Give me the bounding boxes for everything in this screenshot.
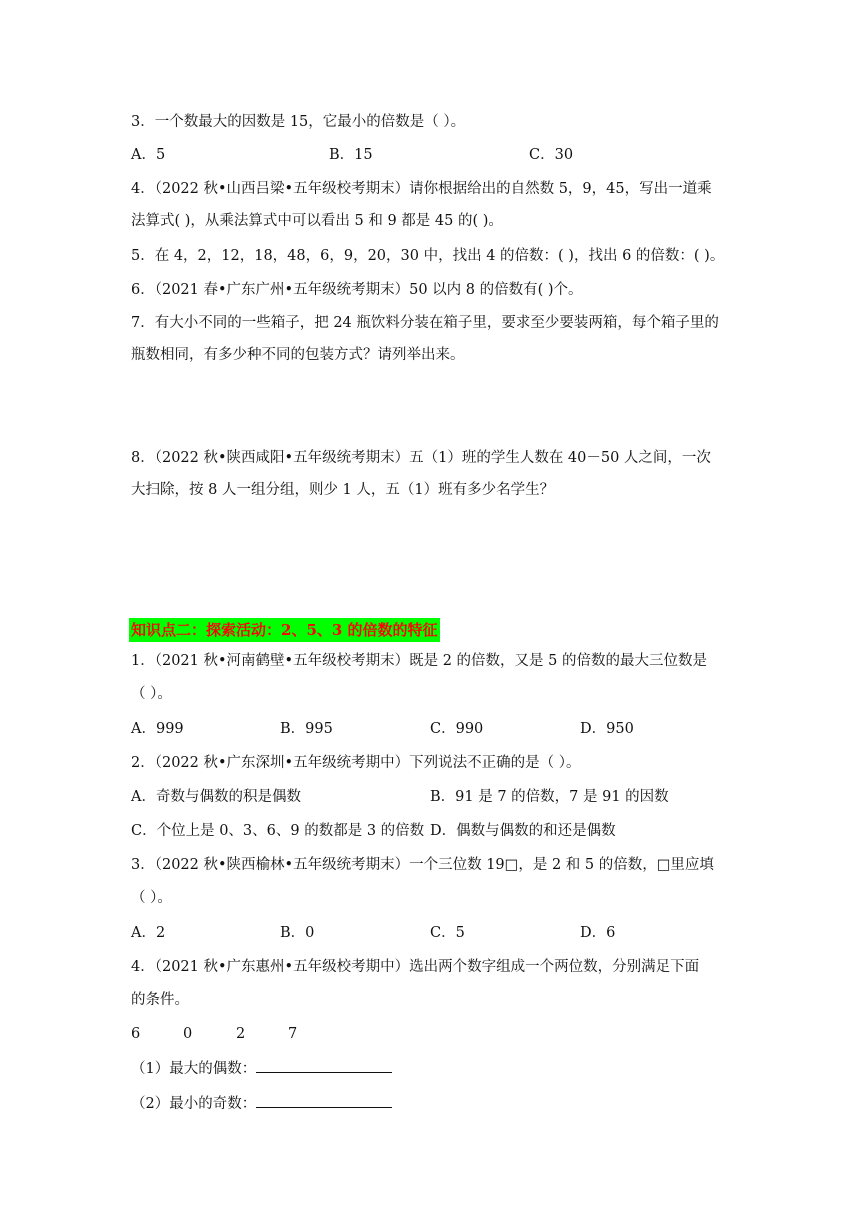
s2-question-3-option-c: C．5: [430, 925, 465, 941]
s2-question-3-option-b: B．0: [280, 925, 315, 941]
s2-question-3-option-d: D．6: [580, 925, 616, 941]
s2-question-1-line-1: 1．（2021 秋•河南鹤壁•五年级校考期末）既是 2 的倍数，又是 5 的倍数的最大三位数是: [131, 653, 707, 669]
s2-question-4-line-1: 4．（2021 秋•广东惠州•五年级校考期中）选出两个数字组成一个两位数，分别满足下面: [131, 959, 700, 975]
s2-question-2-option-a: A．奇数与偶数的积是偶数: [131, 789, 301, 805]
question-4-line-2: 法算式( )，从乘法算式中可以看出 5 和 9 都是 45 的( )。: [131, 213, 503, 229]
digit-3: 2: [236, 1026, 246, 1042]
digit-2: 0: [183, 1026, 193, 1042]
s2-question-1-option-d: D．950: [580, 721, 634, 737]
question-7-line-2: 瓶数相同，有多少种不同的包装方式？请列举出来。: [131, 347, 465, 363]
s2-question-1-option-b: B．995: [280, 721, 333, 737]
s2-question-4-sub-1: [131, 1058, 392, 1079]
s2-question-1-option-a: A．999: [131, 721, 184, 737]
digit-1: 6: [131, 1026, 141, 1042]
question-5: 5．在 4，2，12，18，48，6，9，20，30 中，找出 4 的倍数：( )，找出 6 的倍数：( )。: [131, 248, 725, 264]
question-3-stem: 3．一个数最大的因数是 15，它最小的倍数是（ ）。: [131, 114, 466, 130]
question-7-line-1: 7．有大小不同的一些箱子，把 24 瓶饮料分装在箱子里，要求至少要装两箱，每个箱子里的: [131, 315, 719, 331]
section-heading: 知识点二：探索活动：2、5、3 的倍数的特征: [129, 618, 440, 642]
s2-question-3-line-1: 3．（2022 秋•陕西榆林•五年级统考期末）一个三位数 19□，是 2 和 5 的倍数，□里应填: [131, 857, 714, 873]
question-8-line-1: 8．（2022 秋•陕西咸阳•五年级统考期末）五（1）班的学生人数在 40－50 人之间，一次: [131, 450, 711, 466]
s2-question-1-line-2: （ ）。: [131, 686, 172, 702]
s2-question-4-line-2: 的条件。: [131, 992, 189, 1008]
s2-question-2-option-c: C．个位上是 0、3、6、9 的数都是 3 的倍数: [131, 823, 425, 839]
question-4-line-1: 4．（2022 秋•山西吕梁•五年级校考期末）请你根据给出的自然数 5，9，45，写出一道乘: [131, 181, 712, 197]
digit-4: 7: [288, 1026, 298, 1042]
answer-blank-2[interactable]: [256, 1093, 392, 1108]
s2-question-2-stem: 2．（2022 秋•广东深圳•五年级统考期中）下列说法不正确的是（ ）。: [131, 755, 581, 771]
s2-question-3-option-a: A．2: [131, 925, 166, 941]
question-3-option-c: C．30: [529, 147, 574, 163]
question-8-line-2: 大扫除，按 8 人一组分组，则少 1 人，五（1）班有多少名学生？: [131, 482, 555, 498]
s2-question-4-sub-2: [131, 1093, 392, 1114]
sub-2-label: （2）最小的奇数：: [131, 1096, 257, 1112]
s2-question-1-option-c: C．990: [430, 721, 484, 737]
s2-question-2-option-b: B．91 是 7 的倍数，7 是 91 的因数: [430, 789, 669, 805]
question-3-option-a: A．5: [131, 147, 166, 163]
question-6: 6．（2021 春•广东广州•五年级统考期末）50 以内 8 的倍数有( )个。: [131, 282, 583, 298]
s2-question-2-option-d: D．偶数与偶数的和还是偶数: [430, 823, 616, 839]
s2-question-3-line-2: （ ）。: [131, 890, 172, 906]
question-3-option-b: B．15: [329, 147, 373, 163]
sub-1-label: （1）最大的偶数：: [131, 1061, 257, 1077]
answer-blank-1[interactable]: [256, 1058, 392, 1073]
